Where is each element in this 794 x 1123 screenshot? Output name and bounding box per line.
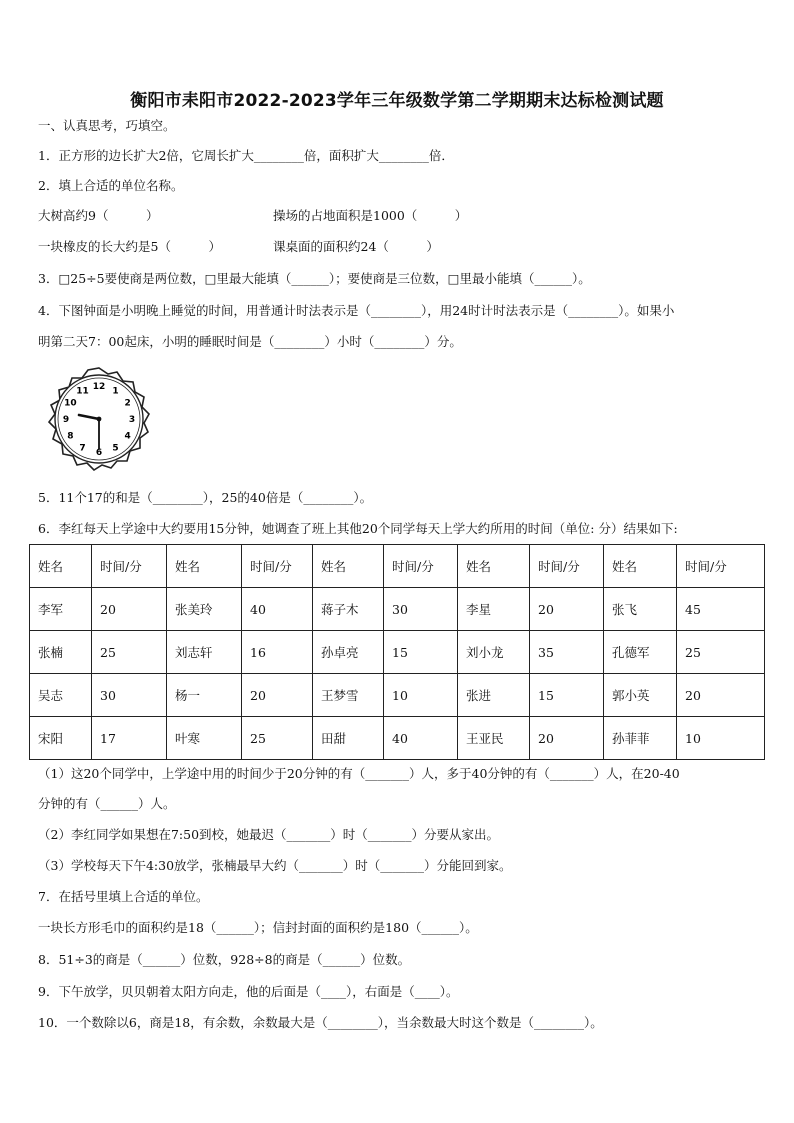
clock-numeral: 9 xyxy=(62,415,70,425)
clock-numeral: 7 xyxy=(79,443,86,454)
table-header-cell: 时间/分 xyxy=(530,545,604,588)
table-header-cell: 时间/分 xyxy=(384,545,458,588)
student-name-cell: 刘小龙 xyxy=(458,631,530,674)
time-cell: 15 xyxy=(530,674,604,717)
table-header-cell: 时间/分 xyxy=(242,545,313,588)
question-2-item-b: 操场的占地面积是1000（ ） xyxy=(273,208,468,223)
table-header-row xyxy=(30,545,765,588)
student-name-cell: 吴志 xyxy=(30,674,92,717)
time-cell: 30 xyxy=(384,588,458,631)
clock-numeral: 3 xyxy=(128,415,136,425)
clock-numeral: 10 xyxy=(64,398,77,409)
question-4-line-1: 4．下图钟面是小明晚上睡觉的时间，用普通计时法表示是（________），用24时计时法表示是（________）。如果小 xyxy=(38,303,675,318)
question-10: 10．一个数除以6，商是18，有余数，余数最大是（________），当余数最大时这个数是（________）。 xyxy=(38,1015,603,1030)
question-4-line-2: 明第二天7：00起床，小明的睡眠时间是（________）小时（________）分。 xyxy=(38,334,462,349)
clock-numeral: 12 xyxy=(92,382,106,392)
student-name-cell: 张美玲 xyxy=(167,588,242,631)
time-cell: 40 xyxy=(384,717,458,760)
question-6-sub-3: （3）学校每天下午4:30放学，张楠最早大约（_______）时（_______）分能回到家。 xyxy=(38,858,512,873)
student-name-cell: 杨一 xyxy=(167,674,242,717)
table-row xyxy=(30,588,765,631)
time-cell: 25 xyxy=(92,631,167,674)
section-heading: 一、认真思考，巧填空。 xyxy=(38,118,176,133)
student-name-cell: 叶寒 xyxy=(167,717,242,760)
time-cell: 16 xyxy=(242,631,313,674)
table-header-cell: 时间/分 xyxy=(92,545,167,588)
student-name-cell: 孔德军 xyxy=(604,631,677,674)
student-name-cell: 张飞 xyxy=(604,588,677,631)
travel-time-table xyxy=(29,544,765,760)
clock-numeral: 1 xyxy=(112,386,119,397)
clock-numeral: 8 xyxy=(67,431,74,442)
question-2-item-d: 课桌面的面积约24（ ） xyxy=(273,239,439,254)
question-9: 9．下午放学，贝贝朝着太阳方向走，他的后面是（____），右面是（____）。 xyxy=(38,984,459,999)
table-row xyxy=(30,674,765,717)
clock-center-pin xyxy=(97,417,102,422)
question-6-stem: 6．李红每天上学途中大约要用15分钟，她调查了班上其他20个同学每天上学大约所用的时间（单位: 分）结果如下: xyxy=(38,521,678,536)
table-header-cell: 姓名 xyxy=(313,545,384,588)
time-cell: 20 xyxy=(92,588,167,631)
table-header-cell: 时间/分 xyxy=(677,545,765,588)
table-body xyxy=(30,545,765,760)
student-name-cell: 李星 xyxy=(458,588,530,631)
student-name-cell: 蒋子木 xyxy=(313,588,384,631)
table-row xyxy=(30,631,765,674)
student-name-cell: 田甜 xyxy=(313,717,384,760)
question-6-sub-2: （2）李红同学如果想在7:50到校，她最迟（_______）时（_______）分要从家出。 xyxy=(38,827,500,842)
clock-figure xyxy=(45,367,153,471)
time-cell: 25 xyxy=(677,631,765,674)
table-header-cell: 姓名 xyxy=(458,545,530,588)
question-8: 8．51÷3的商是（______）位数，928÷8的商是（______）位数。 xyxy=(38,952,411,967)
table-header-cell: 姓名 xyxy=(30,545,92,588)
time-cell: 45 xyxy=(677,588,765,631)
clock-numeral: 2 xyxy=(124,398,131,409)
table-row xyxy=(30,717,765,760)
time-cell: 30 xyxy=(92,674,167,717)
table-header-cell: 姓名 xyxy=(604,545,677,588)
time-cell: 10 xyxy=(677,717,765,760)
question-6-sub-1-line-1: （1）这20个同学中，上学途中用的时间少于20分钟的有（_______）人，多于40分钟的有（_______）人，在20-40 xyxy=(38,766,680,781)
clock-numeral: 4 xyxy=(124,431,131,442)
question-7-body: 一块长方形毛巾的面积约是18（______）；信封封面的面积约是180（______）。 xyxy=(38,920,478,935)
clock-numeral: 6 xyxy=(95,448,103,458)
question-7-stem: 7．在括号里填上合适的单位。 xyxy=(38,889,209,904)
page-title: 衡阳市耒阳市2022-2023学年三年级数学第二学期期末达标检测试题 xyxy=(130,91,664,111)
student-name-cell: 李军 xyxy=(30,588,92,631)
time-cell: 17 xyxy=(92,717,167,760)
student-name-cell: 王亚民 xyxy=(458,717,530,760)
time-cell: 25 xyxy=(242,717,313,760)
question-2-item-c: 一块橡皮的长大约是5（ ） xyxy=(38,239,221,254)
time-cell: 15 xyxy=(384,631,458,674)
table-header-cell: 姓名 xyxy=(167,545,242,588)
question-5: 5．11个17的和是（________），25的40倍是（________）。 xyxy=(38,490,373,505)
student-name-cell: 宋阳 xyxy=(30,717,92,760)
time-cell: 20 xyxy=(530,588,604,631)
question-3: 3．□25÷5要使商是两位数，□里最大能填（______）；要使商是三位数，□里最小能填（______）。 xyxy=(38,271,591,286)
student-name-cell: 王梦雪 xyxy=(313,674,384,717)
student-name-cell: 刘志轩 xyxy=(167,631,242,674)
student-name-cell: 孙菲菲 xyxy=(604,717,677,760)
time-cell: 35 xyxy=(530,631,604,674)
question-2-stem: 2．填上合适的单位名称。 xyxy=(38,178,184,193)
time-cell: 20 xyxy=(530,717,604,760)
time-cell: 10 xyxy=(384,674,458,717)
question-2-item-a: 大树高约9（ ） xyxy=(38,208,159,223)
time-cell: 20 xyxy=(242,674,313,717)
question-1: 1．正方形的边长扩大2倍，它周长扩大________倍，面积扩大________倍． xyxy=(38,148,454,163)
clock-numeral: 5 xyxy=(112,443,119,454)
student-name-cell: 郭小英 xyxy=(604,674,677,717)
time-cell: 40 xyxy=(242,588,313,631)
student-name-cell: 张楠 xyxy=(30,631,92,674)
time-cell: 20 xyxy=(677,674,765,717)
student-name-cell: 张进 xyxy=(458,674,530,717)
student-name-cell: 孙卓亮 xyxy=(313,631,384,674)
question-6-sub-1-line-2: 分钟的有（______）人。 xyxy=(38,796,176,811)
clock-numeral: 11 xyxy=(76,386,89,397)
